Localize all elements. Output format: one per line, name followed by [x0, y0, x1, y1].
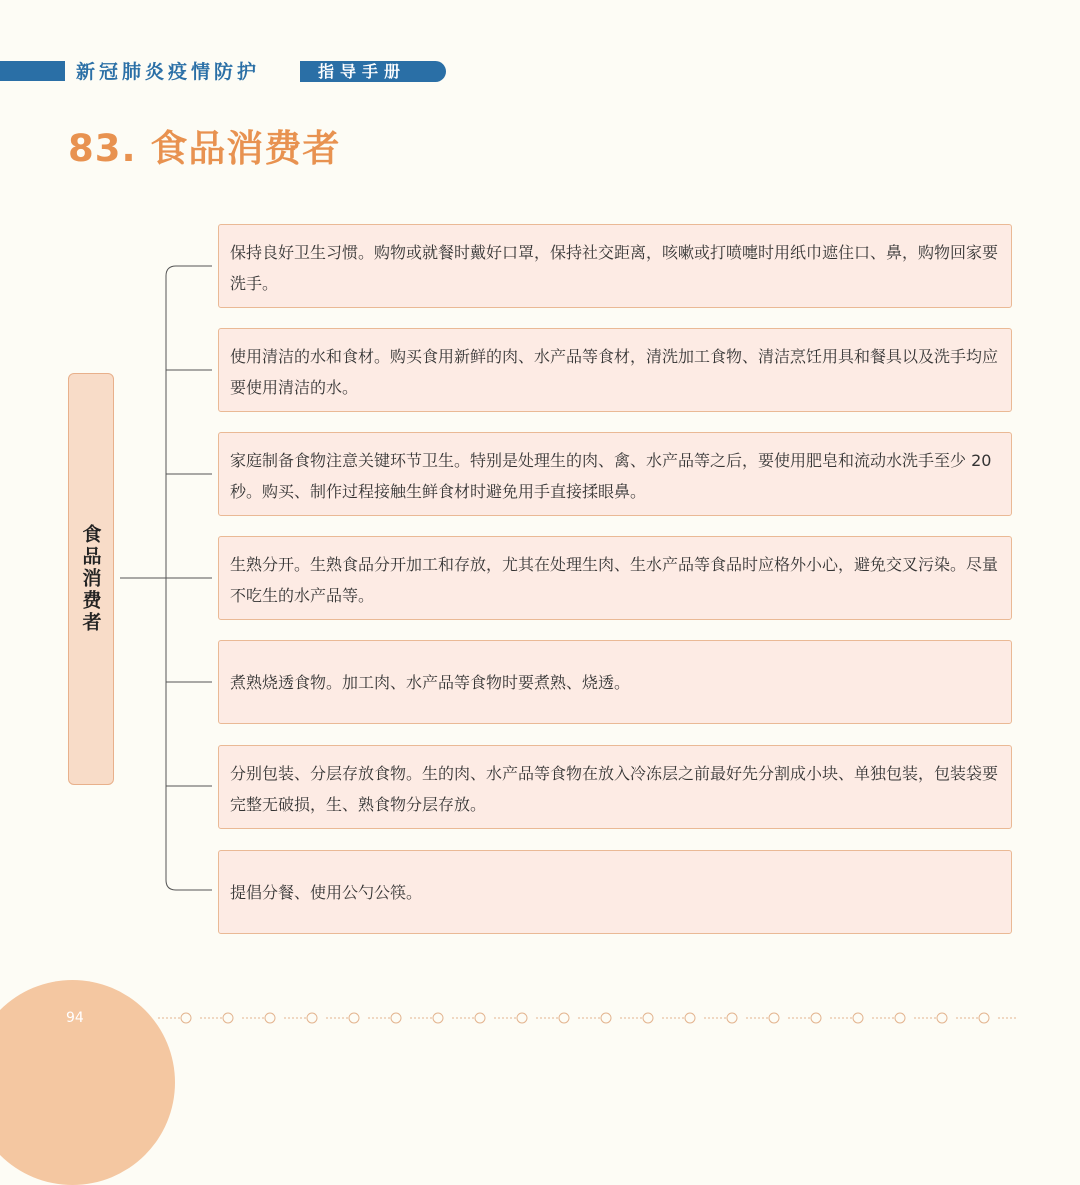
tip-text: 分别包装、分层存放食物。生的肉、水产品等食物在放入冷冻层之前最好先分割成小块、单独包装，包装袋要完整无破损，生、熟食物分层存放。 — [230, 764, 999, 814]
page-title: 83. 食品消费者 — [68, 127, 341, 170]
tip-card-home-prep — [218, 432, 1012, 516]
page-number-circle — [0, 980, 175, 1185]
tip-card-cook-thoroughly — [218, 640, 1012, 724]
connector-spine — [166, 266, 212, 890]
tip-card-hygiene — [218, 224, 1012, 308]
tip-card-clean-water — [218, 328, 1012, 412]
page-number: 94 — [66, 1010, 84, 1026]
tip-text: 保持良好卫生习惯。购物或就餐时戴好口罩，保持社交距离，咳嗽或打喷嚏时用纸巾遮住口、鼻，购物回家要洗手。 — [230, 243, 999, 293]
mindmap-center-node — [68, 373, 114, 785]
tip-text: 提倡分餐、使用公勺公筷。 — [230, 882, 423, 902]
tip-card-separate-raw-cooked — [218, 536, 1012, 620]
tip-card-serving-utensils — [218, 850, 1012, 934]
tip-card-storage — [218, 745, 1012, 829]
tip-text: 使用清洁的水和食材。购买食用新鲜的肉、水产品等食材，清洗加工食物、清洁烹饪用具和餐具以及洗手均应要使用清洁的水。 — [230, 347, 999, 397]
header-series-title: 新冠肺炎疫情防护 — [76, 61, 261, 83]
footer-dotted-rule — [158, 1010, 1018, 1026]
header-tag-label: 指导手册 — [300, 61, 446, 82]
tip-text: 生熟分开。生熟食品分开加工和存放，尤其在处理生肉、生水产品等食品时应格外小心，避免交叉污染。尽量不吃生的水产品等。 — [230, 555, 999, 605]
center-node-label: 食品消费者 — [79, 524, 102, 634]
header-accent-bar — [0, 61, 65, 81]
tip-text: 煮熟烧透食物。加工肉、水产品等食物时要煮熟、烧透。 — [230, 672, 631, 692]
tip-text: 家庭制备食物注意关键环节卫生。特别是处理生的肉、禽、水产品等之后，要使用肥皂和流动水洗手至少 20 秒。购买、制作过程接触生鲜食材时避免用手直接揉眼鼻。 — [230, 451, 992, 501]
